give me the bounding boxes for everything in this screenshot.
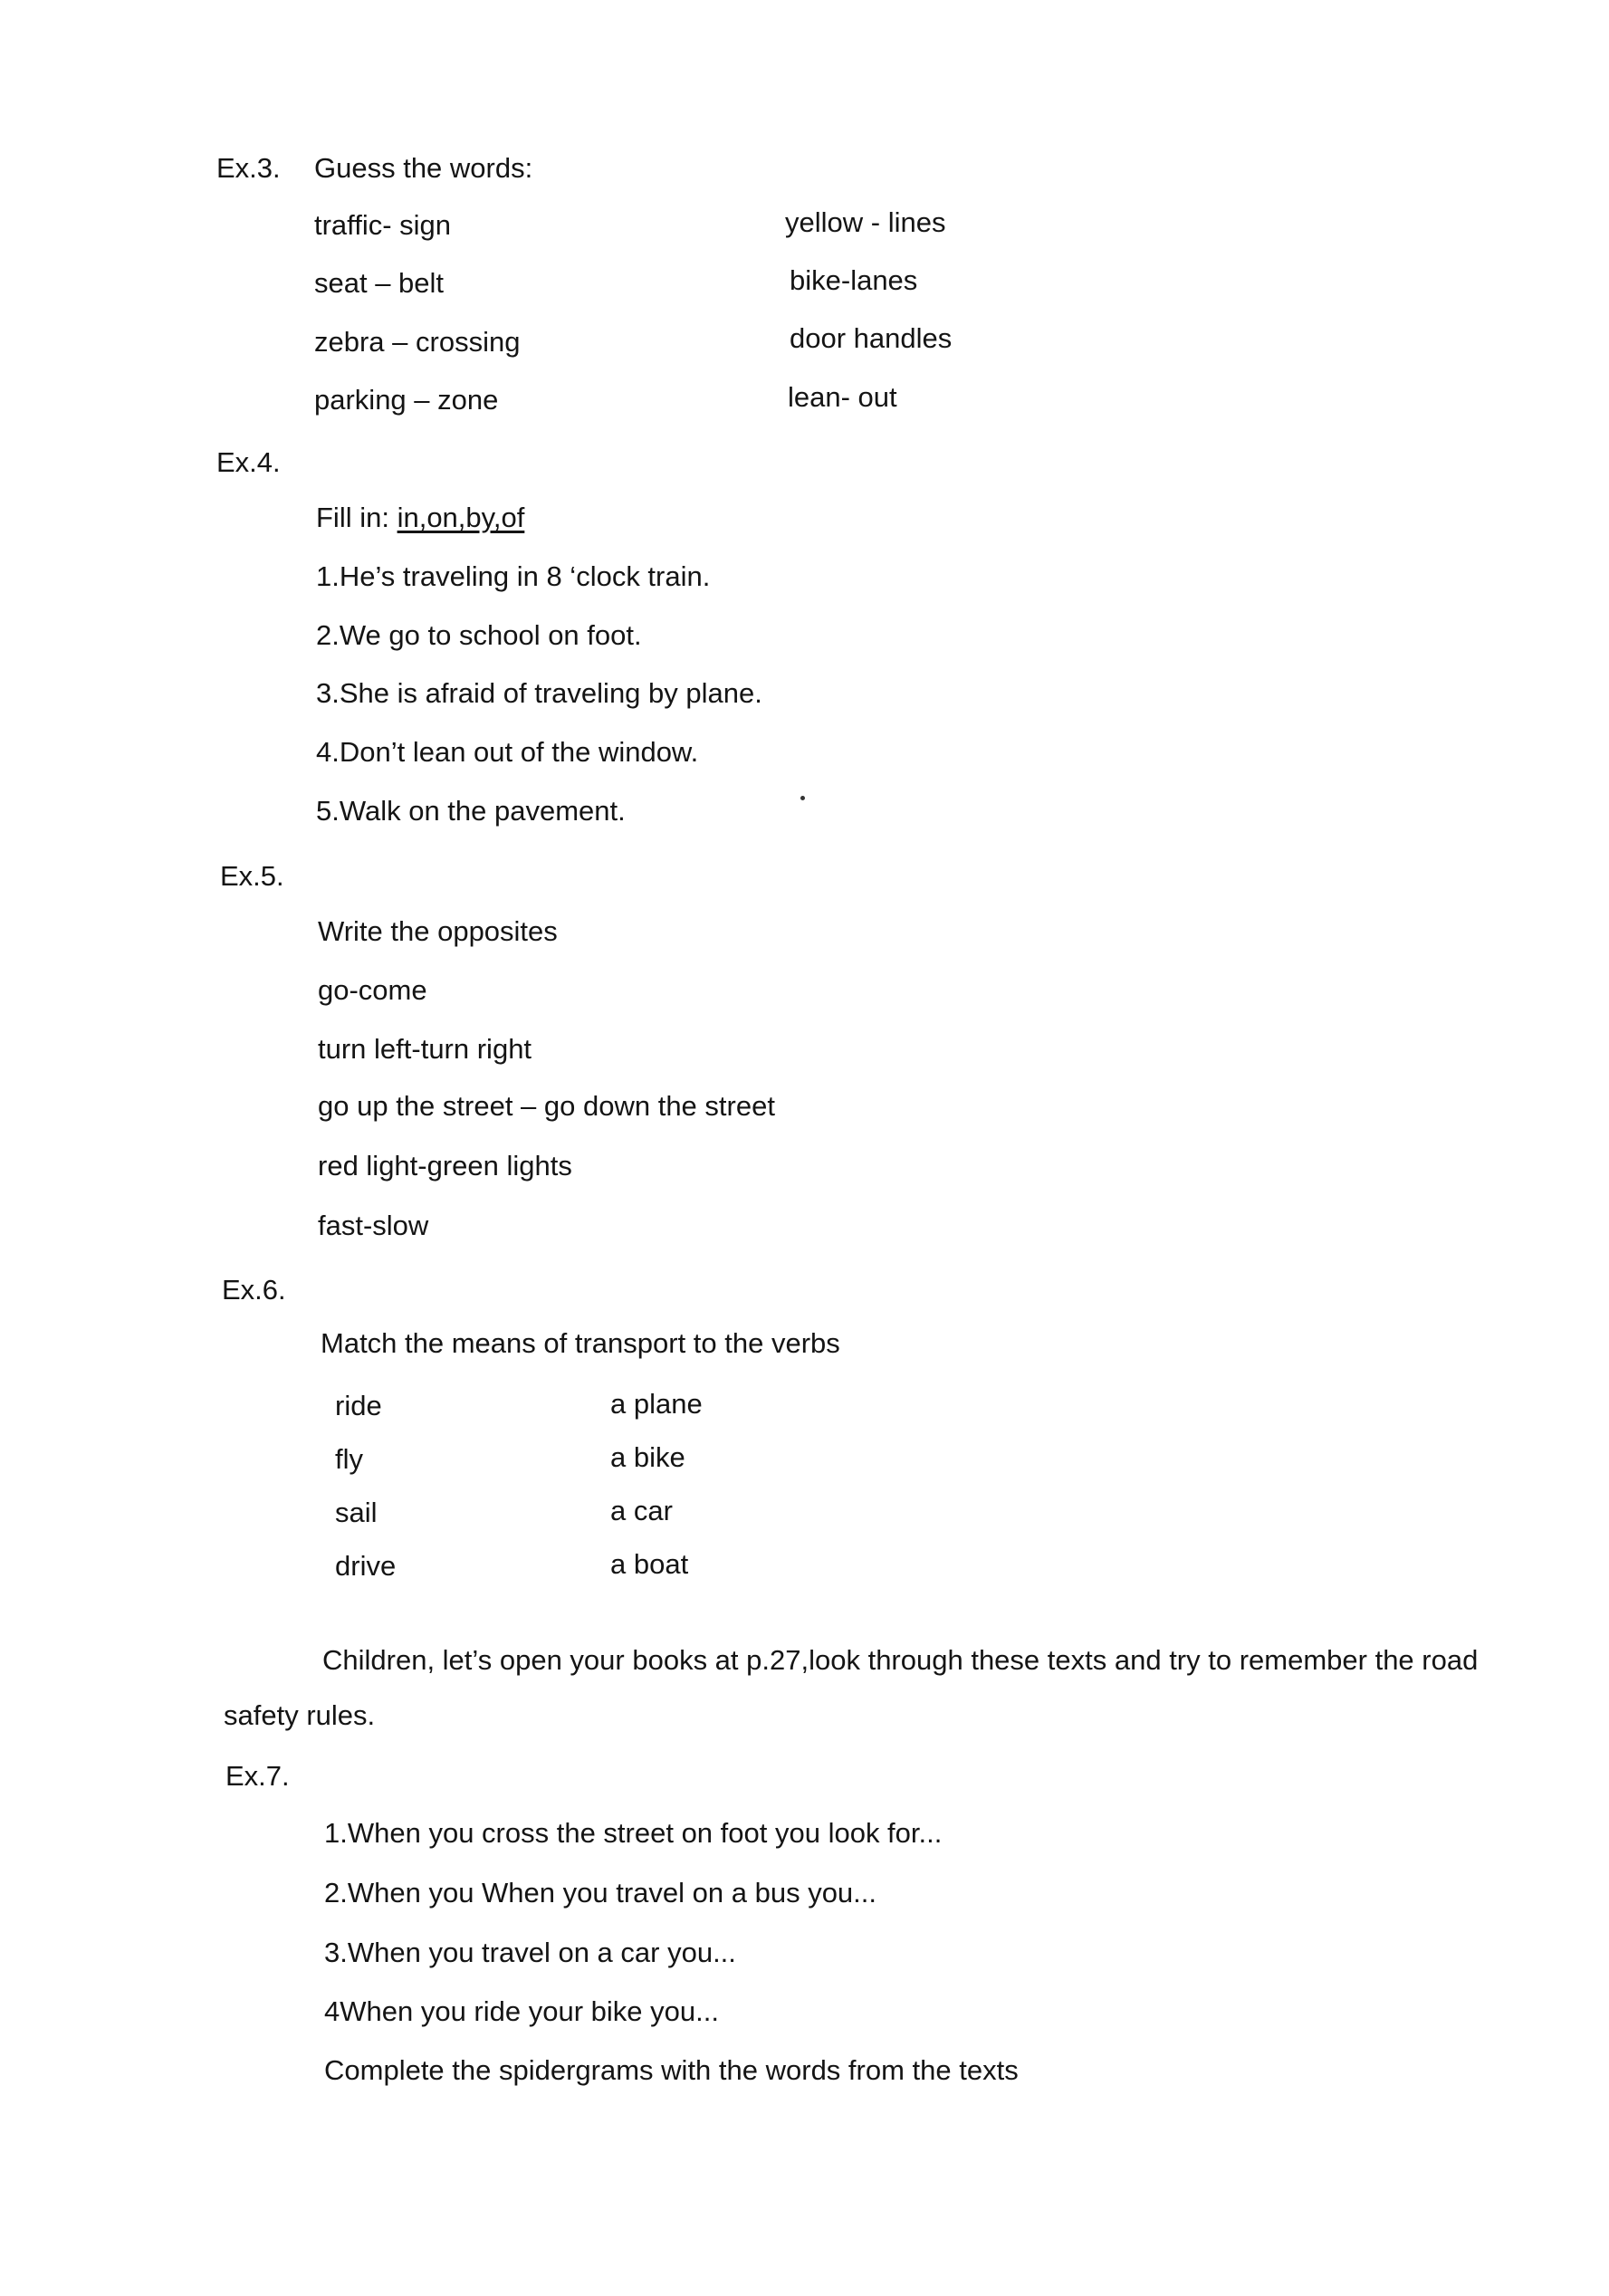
exercise-heading: Guess the words: — [314, 152, 533, 184]
sentence: 1.He’s traveling in 8 ‘clock train. — [316, 560, 711, 592]
opposite-pair: red light-green lights — [318, 1150, 572, 1181]
sentence: 4.Don’t lean out of the window. — [316, 736, 699, 768]
opposite-pair: fast-slow — [318, 1210, 429, 1241]
opposite-pair: turn left-turn right — [318, 1033, 532, 1065]
exercise-heading: Write the opposites — [318, 915, 558, 947]
exercise-label: Ex.4. — [216, 446, 281, 478]
exercise-label: Ex.6. — [222, 1274, 286, 1306]
transport: a car — [610, 1495, 673, 1526]
transport: a bike — [610, 1441, 685, 1473]
verb: fly — [335, 1443, 363, 1475]
scan-speck — [800, 796, 805, 800]
closing-instruction: Complete the spidergrams with the words from the texts — [324, 2054, 1019, 2086]
verb: ride — [335, 1390, 382, 1421]
sentence: 2.We go to school on foot. — [316, 619, 642, 651]
exercise-label: Ex.7. — [225, 1760, 290, 1792]
word-right: lean- out — [788, 381, 897, 413]
word-right: bike-lanes — [790, 264, 918, 296]
word-right: yellow - lines — [785, 206, 946, 238]
question-prompt: 2.When you When you travel on a bus you... — [324, 1877, 877, 1909]
exercise-label: Ex.3. — [216, 152, 281, 184]
fill-in-words: in,on,by,of — [397, 502, 525, 533]
transport: a plane — [610, 1388, 703, 1420]
sentence: 3.She is afraid of traveling by plane. — [316, 677, 762, 709]
transport: a boat — [610, 1548, 689, 1580]
verb: sail — [335, 1497, 378, 1528]
word-right: door handles — [790, 322, 953, 354]
exercise-heading — [316, 503, 524, 531]
question-prompt: 1.When you cross the street on foot you look for... — [324, 1817, 943, 1849]
word-left: traffic- sign — [314, 209, 452, 241]
exercise-heading: Match the means of transport to the verbs — [321, 1327, 840, 1359]
heading-prefix: Fill in: — [316, 502, 397, 533]
opposite-pair: go-come — [318, 974, 427, 1006]
word-left: zebra – crossing — [314, 326, 521, 358]
opposite-pair: go up the street – go down the street — [318, 1090, 775, 1122]
word-left: seat – belt — [314, 267, 445, 299]
exercise-label: Ex.5. — [220, 860, 284, 892]
sentence: 5.Walk on the pavement. — [316, 795, 626, 827]
instruction-line: Children, let’s open your books at p.27,look through these texts and try to remember the road — [322, 1644, 1479, 1676]
verb: drive — [335, 1550, 397, 1582]
instruction-line: safety rules. — [224, 1699, 376, 1731]
word-left: parking – zone — [314, 384, 499, 416]
question-prompt: 3.When you travel on a car you... — [324, 1937, 736, 1968]
question-prompt: 4When you ride your bike you... — [324, 1995, 719, 2027]
